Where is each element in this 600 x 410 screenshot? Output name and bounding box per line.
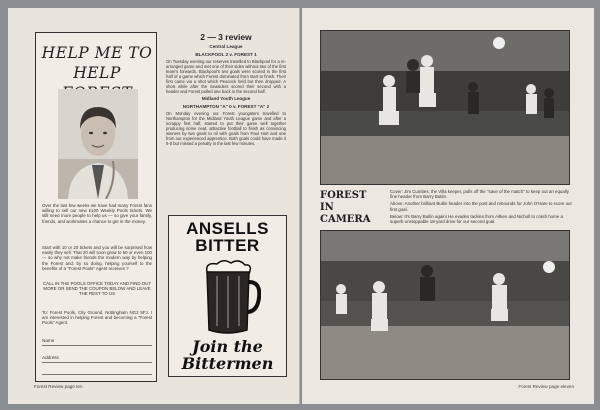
caption-below: Below: It's Barry Butlin again! He evades tackles from Aitken and Nicholl to crash home a superb unstoppable 18-yard drive for our second goal. [390, 213, 563, 225]
section-title-line1: FOREST [320, 190, 367, 201]
match-photo-top [320, 30, 570, 185]
match-report-2: On Monday evening our Forest youngsters travelled to Northampton for the Midland Youth League game and after a scrappy first half, started to put their game well together producing some neat, attractive football to finish as convincing winners by two goals to nil with goals from Paul Hart and one from our experienced apprentice. Both goals could have made it 5-0 but missed a penalty in the last few minutes. [166, 111, 286, 147]
name-field[interactable]: Name [42, 338, 152, 346]
match-heading-1: BLACKPOOL 2 v. FOREST 1 [195, 51, 257, 57]
review-title: 2 — 3 review [200, 32, 252, 42]
left-page [8, 8, 300, 404]
results-review [166, 32, 286, 212]
right-page [302, 8, 594, 404]
league-heading-1: Central League [209, 44, 243, 49]
left-page-footer: Forest Review page ten [34, 384, 83, 389]
photo-captions [390, 189, 572, 226]
ad-tagline-line1: Join the [192, 337, 263, 356]
beer-tankard-icon [199, 258, 261, 336]
ad-headline [169, 220, 286, 254]
coupon-text-2: Start with 10 or 20 tickets and you will be surprised how easily they sell. That 20 will soon grow to 50 or even 100 — so why not make friends the modern way by helping the Forest and, by so doing, helping yourself to the benefits of a "Forest Pools" Agent receives ? [42, 245, 152, 271]
section-title-line3: CAMERA [320, 214, 371, 225]
address-field[interactable]: Address [42, 355, 152, 363]
football-action-photo-icon [321, 231, 570, 380]
caption-above: Above: Another brilliant Butlin header into the post and rebounds for John O'Hare to score our first goal. [390, 201, 572, 212]
league-heading-2: Midland Youth League [201, 96, 251, 102]
ansells-advert [168, 215, 287, 377]
coupon-text-3: CALL IN THE POOLS OFFICE TODAY AND FIND OUT MORE OR SEND THE COUPON BELOW AND LEAVE THE REST TO US [43, 281, 151, 297]
manager-portrait [58, 89, 138, 199]
coupon-text-4: To: Forest Pools, City Ground, Nottingham NG2 5FJ. I am interested in helping Forest and becoming a "Forest Pools" Agent. [42, 310, 152, 326]
ad-headline-line2: BITTER [195, 236, 260, 255]
match-heading-2: NORTHAMPTON "A" 0 v. FOREST "A" 2 [182, 103, 270, 109]
section-title-line2: IN [320, 202, 334, 213]
ad-headline-line1: ANSELLS [186, 219, 269, 238]
forest-in-camera-title [320, 190, 382, 226]
ad-tagline [169, 338, 286, 372]
portrait-photo-icon [58, 89, 138, 199]
coupon-text-1: Over the last few weeks we have had many Forest fans willing to sell our new £100 Weekly Pools tickets. We still need more people to help us — so give your family, friends, and workmates a chance to get in the money. [42, 203, 152, 224]
match-photo-bottom [320, 230, 570, 380]
pools-coupon [35, 32, 157, 382]
coupon-title-line1: HELP ME TO [41, 44, 153, 62]
match-report-1: On Tuesday evening our reserves travelled to Blackpool for a re-arranged game and met one of their sides without two of the first team's forwards. Blackpool's two goals were scored in the first half of a game which Forest dominated from start to finish. Their first came via a shot which Peacock held but then dropped. A short while after the Seasiders scored their second with a header and Forest pulled one back in the second half. [166, 59, 286, 95]
caption-cover: Cover: Jim Cumbes, the Villa keeper, pulls off the "save of the match" to keep out an equally fine header from Barry Butlin. [390, 189, 569, 200]
ad-tagline-line2: Bittermen [181, 354, 274, 373]
address-field-line2[interactable] [42, 367, 152, 375]
right-page-footer: Forest Review page eleven [518, 384, 574, 389]
coupon-title-line2: HELP [73, 64, 121, 82]
football-action-photo-icon [321, 31, 570, 185]
